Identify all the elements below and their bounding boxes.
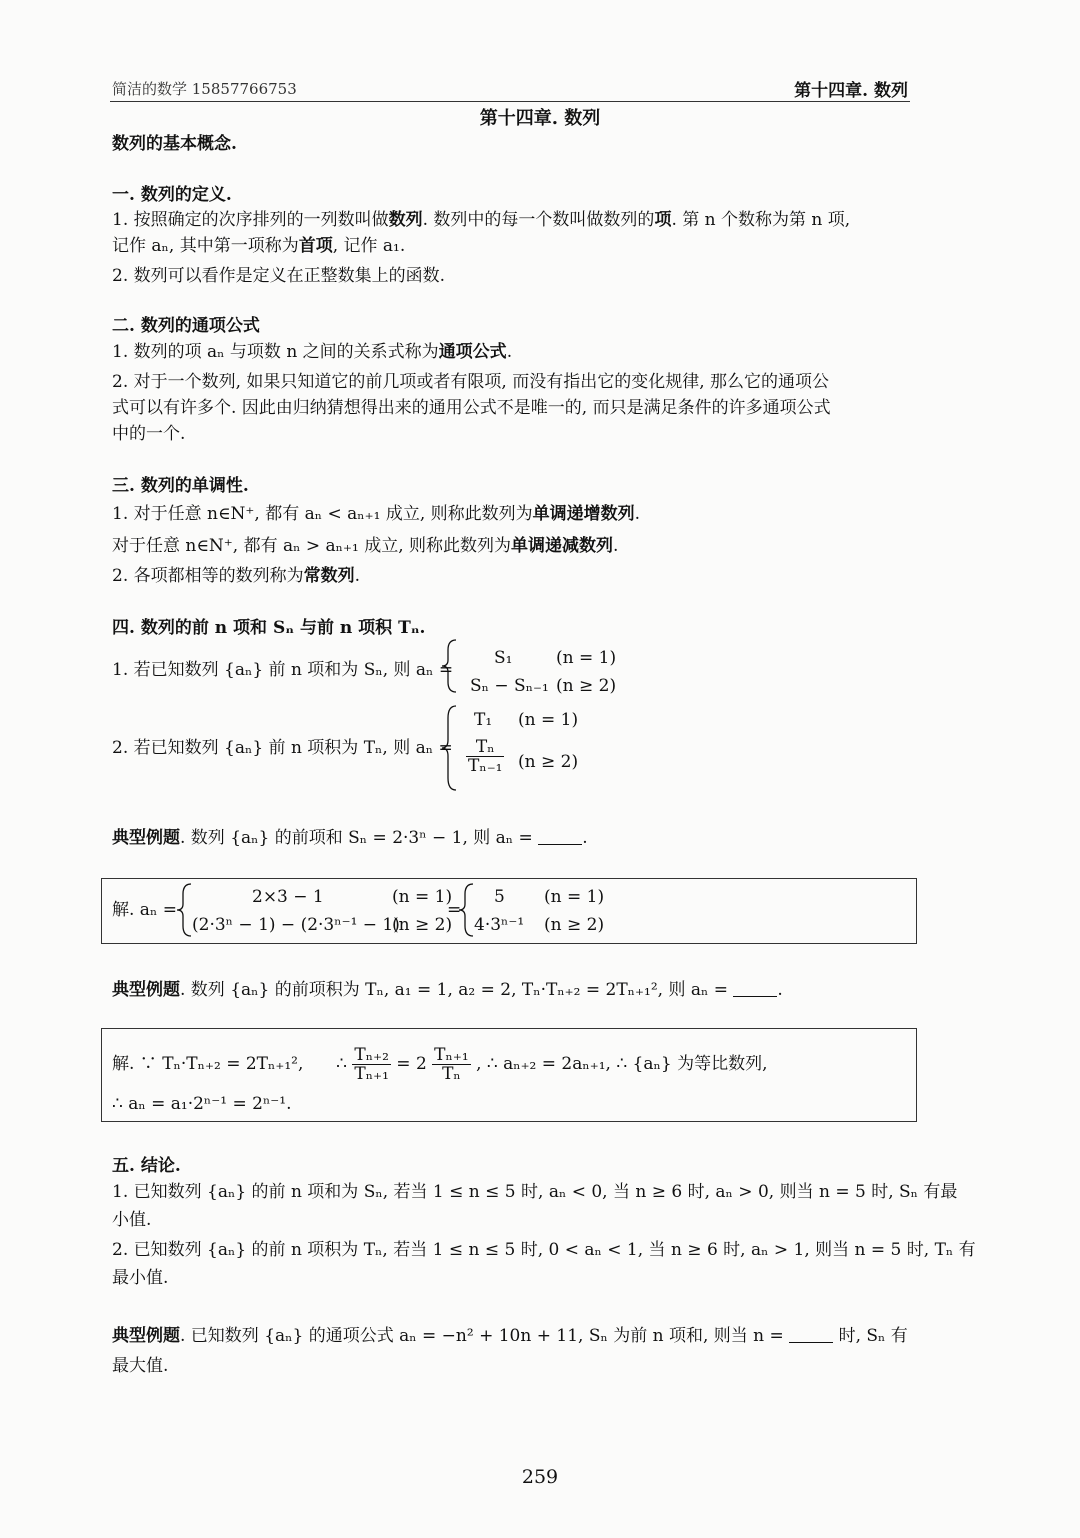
fraction bbox=[432, 1046, 470, 1083]
text: . 数列中的每一个数叫做数列的 bbox=[422, 210, 655, 230]
ex2-sol-line2: ∴ aₙ = a₁·2ⁿ⁻¹ = 2ⁿ⁻¹. bbox=[112, 1094, 292, 1114]
ex1-r2d: (n ≥ 2) bbox=[544, 915, 605, 935]
denominator: Tₙ bbox=[442, 1064, 461, 1084]
brace-1 bbox=[440, 638, 470, 698]
example-2 bbox=[112, 978, 783, 1002]
example-label: 典型例题 bbox=[112, 1326, 180, 1346]
numerator: Tₙ₊₂ bbox=[354, 1045, 389, 1065]
s2-p1 bbox=[112, 340, 512, 364]
text: . 第 n 个数称为第 n 项, bbox=[671, 210, 851, 230]
s4-p2-frac bbox=[466, 738, 504, 775]
s1-p2: 2. 数列可以看作是定义在正整数集上的函数. bbox=[112, 266, 446, 286]
page-number: 259 bbox=[521, 1466, 559, 1488]
ex3-line2: 最大值. bbox=[112, 1356, 169, 1376]
ex1-r1a: 2×3 − 1 bbox=[252, 887, 324, 907]
example-text: . 已知数列 {aₙ} 的通项公式 aₙ = −n² + 10n + 11, Sₙ 为前 n 项和, 则当 n = bbox=[180, 1326, 790, 1346]
numerator: Tₙ bbox=[466, 738, 504, 757]
text: . bbox=[613, 536, 619, 556]
subtitle: 数列的基本概念. bbox=[112, 134, 237, 154]
example-text: . 数列 {aₙ} 的前项和 Sₙ = 2·3ⁿ − 1, 则 aₙ = bbox=[180, 828, 539, 848]
text: 1. 对于任意 n∈N⁺, 都有 aₙ < aₙ₊₁ 成立, 则称此数列为 bbox=[112, 504, 533, 524]
text: . bbox=[582, 828, 588, 848]
example-text: 时, Sₙ 有 bbox=[833, 1326, 908, 1346]
text: 2. 各项都相等的数列称为 bbox=[112, 566, 304, 586]
denominator: Tₙ₊₁ bbox=[354, 1064, 389, 1084]
s4-p2-cond2: (n ≥ 2) bbox=[518, 752, 579, 772]
ex1-r2a: (2·3ⁿ − 1) − (2·3ⁿ⁻¹ − 1) bbox=[192, 915, 400, 935]
s5-p1-l1: 1. 已知数列 {aₙ} 的前 n 项和为 Sₙ, 若当 1 ≤ n ≤ 5 时, aₙ < 0, 当 n ≥ 6 时, aₙ > 0, 则当 n = 5 时, Sₙ 有最 bbox=[112, 1182, 958, 1202]
s2-p2-l2: 式可以有许多个. 因此由归纳猜想得出来的通用公式不是唯一的, 而只是满足条件的许多通项公式 bbox=[112, 398, 831, 418]
s5-p2-l2: 最小值. bbox=[112, 1268, 169, 1288]
example-text: . 数列 {aₙ} 的前项积为 Tₙ, a₁ = 1, a₂ = 2, Tₙ·Tₙ₊₂ = 2Tₙ₊₁², 则 aₙ = bbox=[180, 980, 734, 1000]
header-right: 第十四章. 数列 bbox=[794, 81, 908, 101]
text: , 记作 a₁. bbox=[332, 236, 406, 256]
ex1-r1d: (n = 1) bbox=[544, 887, 605, 907]
example-label: 典型例题 bbox=[112, 980, 180, 1000]
s2-p2-l3: 中的一个. bbox=[112, 424, 186, 444]
left-brace-icon bbox=[440, 704, 460, 792]
ex1-r2b: (n ≥ 2) bbox=[392, 915, 453, 935]
s4-p1-case2: Sₙ − Sₙ₋₁ bbox=[470, 676, 549, 696]
answer-blank bbox=[538, 828, 582, 845]
s2-p2-l1: 2. 对于一个数列, 如果只知道它的前几项或者有限项, 而没有指出它的变化规律, 那么它的通项公 bbox=[112, 372, 830, 392]
ex1-r2c: 4·3ⁿ⁻¹ bbox=[474, 915, 525, 935]
term-increasing: 单调递增数列 bbox=[532, 504, 635, 524]
section-4-heading: 四. 数列的前 n 项和 Sₙ 与前 n 项积 Tₙ. bbox=[112, 618, 426, 638]
text: . bbox=[777, 980, 783, 1000]
text: ∴ bbox=[336, 1054, 347, 1074]
ex1-r1c: 5 bbox=[494, 887, 505, 907]
term-sequence: 数列 bbox=[388, 210, 423, 230]
left-brace-icon bbox=[440, 638, 460, 694]
s4-p1-cond2: (n ≥ 2) bbox=[556, 676, 617, 696]
s1-p1-line2 bbox=[112, 234, 405, 258]
term-first-item: 首项 bbox=[298, 236, 333, 256]
s4-p1-case1: S₁ bbox=[494, 648, 513, 668]
text: 解. ∵ Tₙ·Tₙ₊₂ = 2Tₙ₊₁², bbox=[112, 1054, 304, 1074]
text: 记作 aₙ, 其中第一项称为 bbox=[112, 236, 299, 256]
s5-p2-l1: 2. 已知数列 {aₙ} 的前 n 项积为 Tₙ, 若当 1 ≤ n ≤ 5 时, 0 < aₙ < 1, 当 n ≥ 6 时, aₙ > 1, 则当 n = 5 时, Tₙ 有 bbox=[112, 1240, 976, 1260]
text: , ∴ aₙ₊₂ = 2aₙ₊₁, ∴ {aₙ} 为等比数列, bbox=[476, 1054, 768, 1074]
example-3 bbox=[112, 1324, 908, 1348]
fraction bbox=[466, 738, 504, 775]
section-1-heading: 一. 数列的定义. bbox=[112, 185, 232, 205]
text: . bbox=[506, 342, 513, 362]
term-item: 项 bbox=[654, 210, 672, 230]
example-1 bbox=[112, 826, 588, 850]
text: 1. 数列的项 aₙ 与项数 n 之间的关系式称为 bbox=[112, 342, 439, 362]
term-constant: 常数列 bbox=[303, 566, 355, 586]
page-title: 第十四章. 数列 bbox=[479, 108, 601, 129]
text: 对于任意 n∈N⁺, 都有 aₙ > aₙ₊₁ 成立, 则称此数列为 bbox=[112, 536, 512, 556]
term-decreasing: 单调递减数列 bbox=[511, 536, 614, 556]
s4-p2: 2. 若已知数列 {aₙ} 前 n 项积为 Tₙ, 则 aₙ = bbox=[112, 738, 453, 758]
section-5-heading: 五. 结论. bbox=[112, 1156, 181, 1176]
text: . bbox=[634, 504, 641, 524]
ex1-r1b: (n = 1) bbox=[392, 887, 453, 907]
text: = 2 bbox=[396, 1054, 427, 1074]
s1-p1-line1 bbox=[112, 208, 850, 232]
section-2-heading: 二. 数列的通项公式 bbox=[112, 316, 260, 336]
text: . bbox=[354, 566, 361, 586]
s5-p1-l2: 小值. bbox=[112, 1210, 152, 1230]
s3-p3 bbox=[112, 564, 360, 588]
header-rule bbox=[110, 101, 910, 102]
s3-p1 bbox=[112, 502, 640, 526]
numerator: Tₙ₊₁ bbox=[434, 1045, 469, 1065]
s3-p2 bbox=[112, 534, 618, 558]
denominator: Tₙ₋₁ bbox=[468, 756, 503, 776]
s4-p2-case1: T₁ bbox=[474, 710, 493, 730]
example-label: 典型例题 bbox=[112, 828, 180, 848]
ex2-sol-line1 bbox=[112, 1046, 767, 1083]
section-3-heading: 三. 数列的单调性. bbox=[112, 476, 249, 496]
term-general-formula: 通项公式 bbox=[438, 342, 507, 362]
ex1-eq: = bbox=[447, 900, 462, 920]
fraction bbox=[352, 1046, 390, 1083]
answer-blank bbox=[733, 980, 777, 997]
s4-p1: 1. 若已知数列 {aₙ} 前 n 项和为 Sₙ, 则 aₙ = bbox=[112, 660, 454, 680]
s4-p2-cond1: (n = 1) bbox=[518, 710, 579, 730]
header-left: 简洁的数学 15857766753 bbox=[112, 80, 297, 98]
s4-p1-cond1: (n = 1) bbox=[556, 648, 617, 668]
ex1-sol-lead: 解. aₙ = bbox=[112, 900, 177, 920]
text: 1. 按照确定的次序排列的一列数叫做 bbox=[112, 210, 389, 230]
answer-blank bbox=[789, 1326, 833, 1343]
